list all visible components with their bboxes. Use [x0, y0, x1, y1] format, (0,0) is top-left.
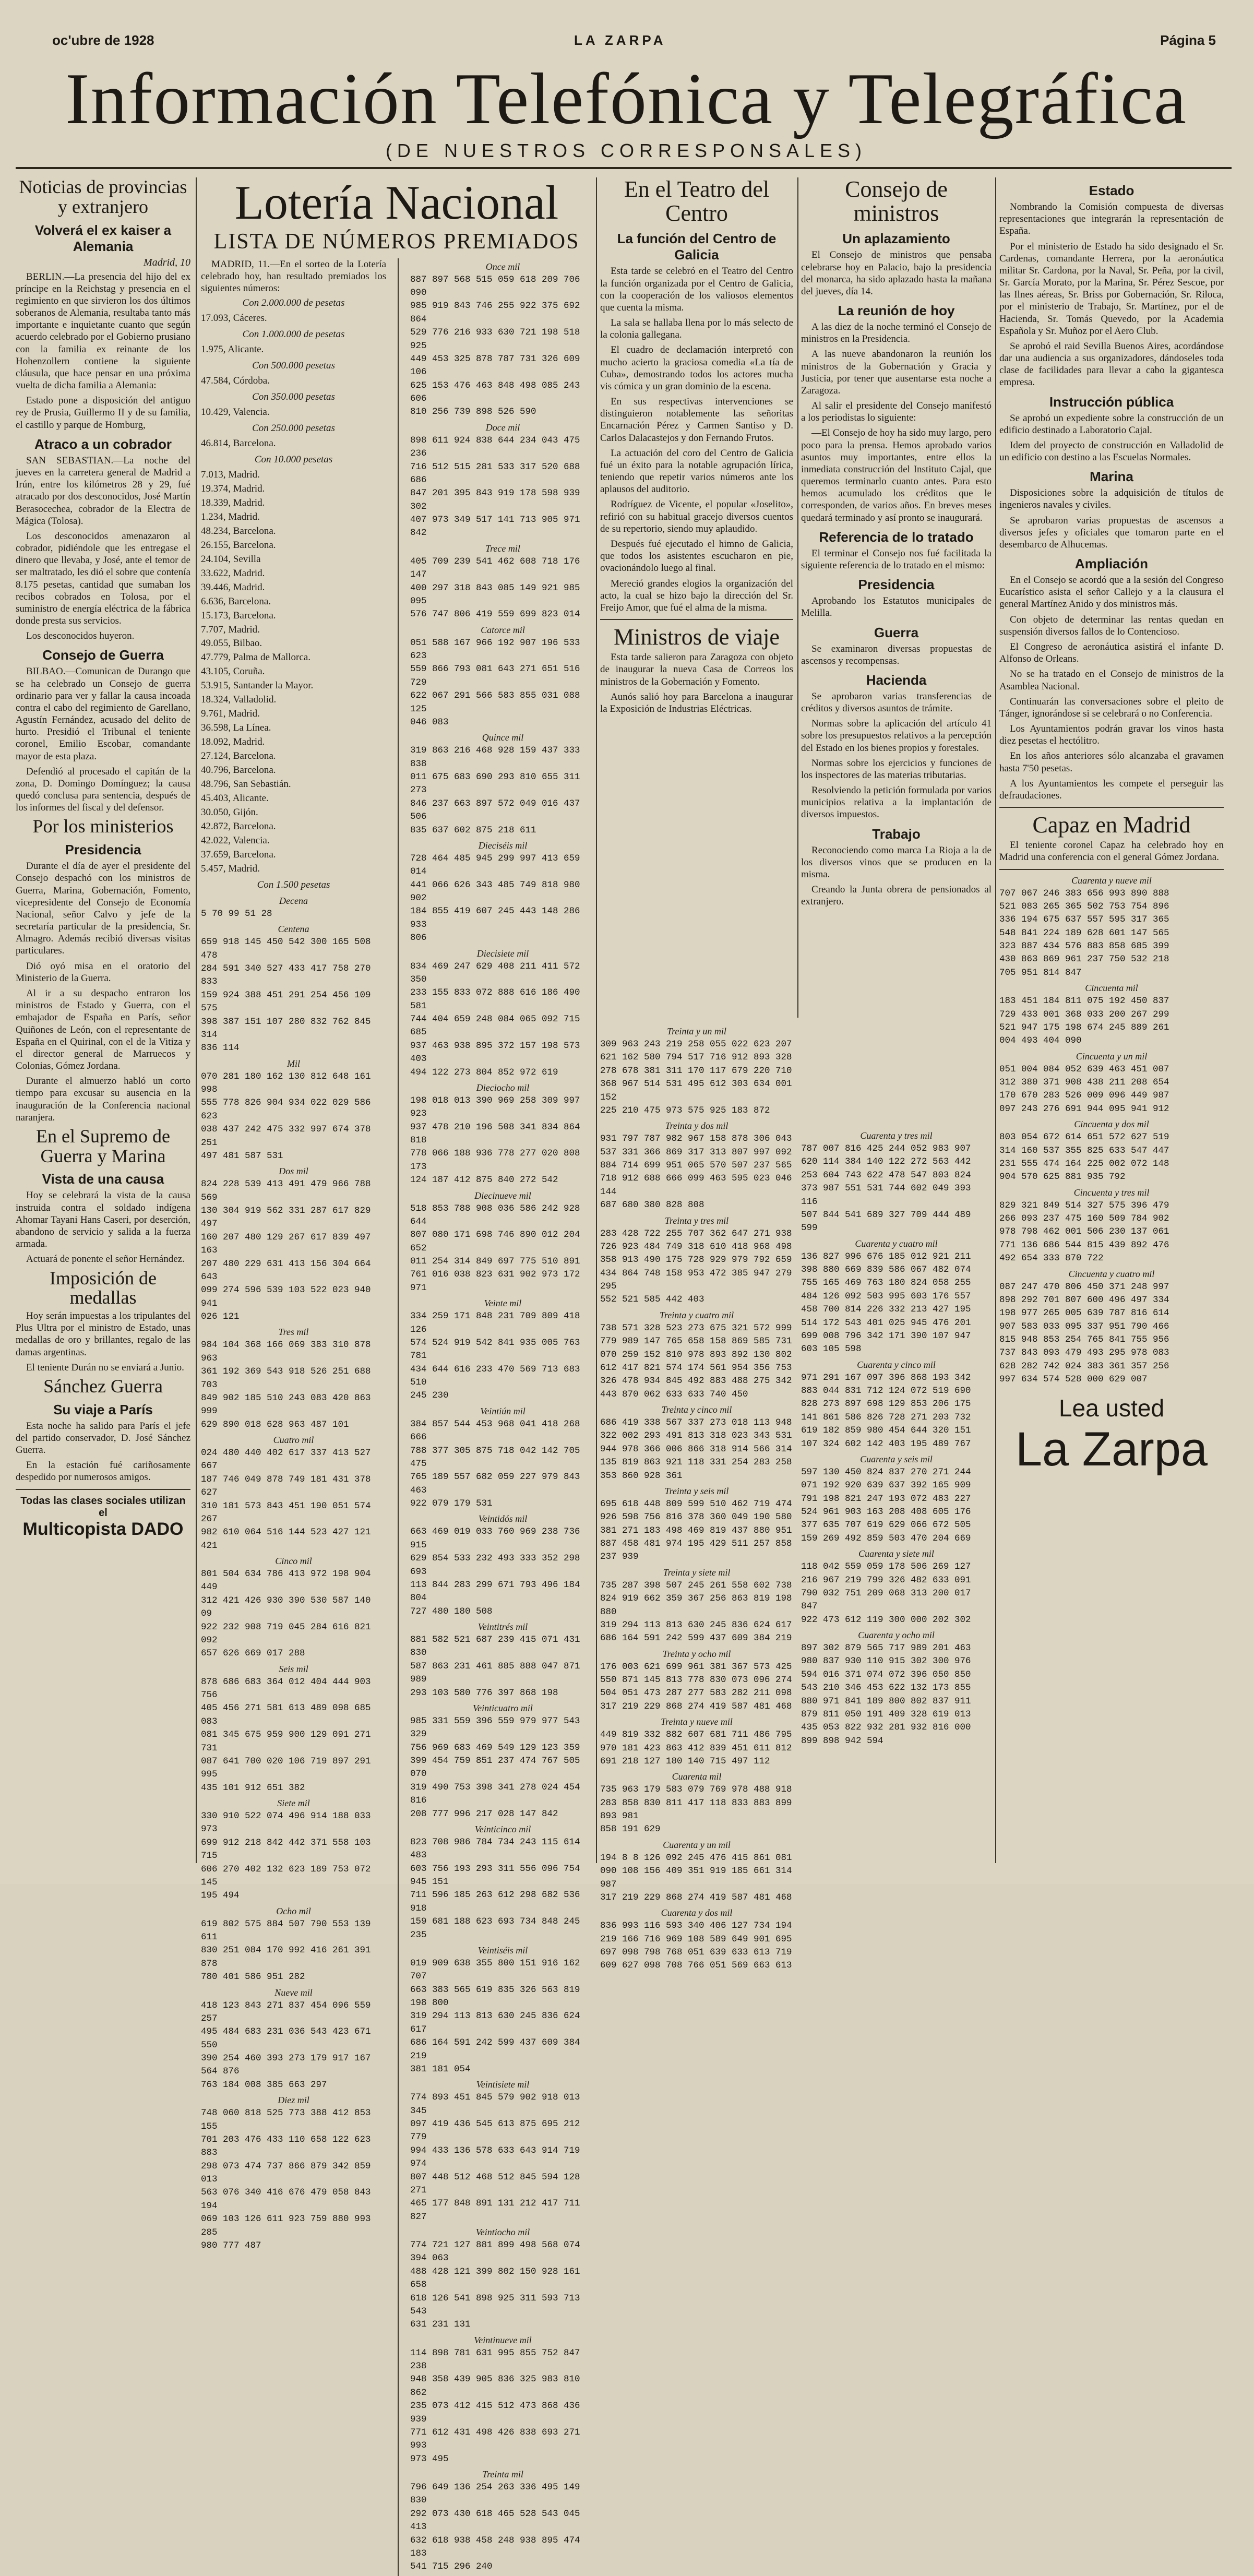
prize-winner: 47.584, Córdoba. [201, 375, 270, 387]
article-subheading: Presidencia [858, 577, 935, 593]
number-group-values: 024 480 440 402 617 337 413 527 667 187 746 049 878 749 181 431 378 627 310 181 573 843 451 190 051 574 267 982 610 064 516 144 523 427 121 421 [201, 1448, 371, 1551]
article-heading: En el Supremo de Guerra y Marina [36, 1125, 170, 1166]
number-group-title: Cuarenta y ocho mil [858, 1630, 935, 1640]
prize-amount: Con 250.000 pesetas [252, 422, 335, 434]
number-group-title: Treinta y nueve mil [661, 1716, 733, 1727]
paragraph: Resolviendo la petición formulada por varios municipios relativa a la implantación de diversos impuestos. [801, 785, 992, 820]
number-group-values: 283 428 722 255 707 362 647 271 938 726 923 484 749 318 610 418 968 498 358 913 490 175 728 929 979 792 659 434 864 748 158 953 472 385 947 279 295 552 521 585 442 403 [600, 1228, 792, 1305]
prize-winner: 43.105, Coruña. [201, 666, 265, 677]
paragraph: Se aprobaron varias transferencias de créditos y diversos asuntos de trámite. [801, 690, 992, 714]
number-group-title: Veinticuatro mil [473, 1702, 533, 1713]
number-groups-d [801, 1127, 992, 1868]
number-group-title: Trece mil [485, 543, 520, 554]
number-group-title: Cuarenta y nueve mil [1071, 875, 1152, 886]
number-group-title: Veintinueve mil [474, 2334, 532, 2345]
number-group-values: 449 819 332 882 607 681 711 486 795 970 181 423 863 412 839 451 611 812 691 218 127 180 140 715 497 112 [600, 1730, 792, 1767]
paragraph: En el Consejo se acordó que a la sesión del Congreso Eucarístico asista el señor Callejo y a la clausura el general Martínez Anido y dos ministros más. [999, 575, 1224, 610]
column-provinces [16, 177, 190, 1868]
prize-winner: 30.050, Gijón. [201, 807, 258, 818]
number-group-values: 405 709 239 541 462 608 718 176 147 400 297 318 843 085 149 921 985 095 576 747 806 419 559 699 823 014 [410, 556, 580, 620]
divider [16, 1489, 190, 1490]
prize-winner: 6.636, Barcelona. [201, 595, 271, 607]
lottery-subtitle: LISTA DE NÚMEROS PREMIADOS [213, 229, 580, 254]
paragraph: Aprobando los Estatutos municipales de Melilla. [801, 595, 992, 619]
section-subtitle: (DE NUESTROS CORRESPONSALES) [385, 140, 867, 161]
number-group-title: Seis mil [279, 1663, 308, 1674]
number-group-title: Ocho mil [276, 1905, 311, 1916]
number-group-values: 5 70 99 51 28 [201, 908, 272, 919]
prize-amount: Con 350.000 pesetas [252, 391, 335, 403]
paragraph: Disposiciones sobre la adquisición de títulos de ingenieros navales y civiles. [999, 487, 1224, 511]
number-groups-a [201, 896, 386, 2252]
number-group-title: Treinta y seis mil [664, 1485, 729, 1496]
column-rule [196, 177, 197, 1863]
paragraph: Defendió al procesado el capitán de la zona, D. Domingo Domínguez; la causa quedó conclusa para sentencia, después de los informes del fiscal y del defensor. [16, 766, 190, 814]
number-group-title: Cuarenta y cuatro mil [855, 1238, 938, 1249]
article-subheading: Vista de una causa [42, 1171, 164, 1187]
paragraph: SAN SEBASTIAN.—La noche del jueves en la carretera general de Madrid a Irún, entre los kilómetros 28 y 29, fué atracado por dos desconocidos, José Martín Berasocechea, cobrador de la Electra de Mágica (Tolosa). [16, 455, 190, 527]
prize-amount: Con 10.000 pesetas [254, 454, 333, 465]
number-group-values: 319 863 216 468 928 159 437 333 838 011 675 683 690 293 810 655 311 273 846 237 663 897 572 049 016 437 506 835 637 602 875 218 611 [410, 745, 580, 836]
paragraph: Al salir el presidente del Consejo manifestó a los periodistas lo siguiente: [801, 400, 992, 424]
paragraph: El cuadro de declamación interpretó con mucho acierto la graciosa comedia «La tía de Cuba», demostrando todos los actores mucha vis cómica y un gran dominio de la escena. [600, 344, 793, 392]
number-group-values: 695 618 448 809 599 510 462 719 474 926 598 756 816 378 360 049 190 580 381 271 183 498 469 819 437 880 951 887 458 481 974 195 429 511 257 858 237 939 [600, 1498, 792, 1563]
paragraph: No se ha tratado en el Consejo de ministros de la Asamblea Nacional. [999, 669, 1224, 692]
number-group-values: 971 291 167 097 396 868 193 342 883 044 831 712 124 072 519 690 828 273 897 698 129 853 206 175 141 861 586 826 728 271 203 732 619 182 859 980 454 644 320 151 107 324 602 142 403 195 489 767 [801, 1372, 971, 1449]
number-group-values: 931 797 787 982 967 158 878 306 043 537 331 366 869 317 313 807 997 092 884 714 699 951 065 570 507 237 565 718 912 688 666 099 463 595 023 046 144 687 680 380 828 808 [600, 1134, 792, 1211]
divider [999, 807, 1224, 808]
prize-block [201, 878, 386, 892]
paragraph: Actuará de ponente el señor Hernández. [26, 1254, 185, 1265]
number-groups-b [410, 258, 595, 2576]
number-group-title: Treinta mil [482, 2469, 523, 2480]
prize-winner: 48.796, San Sebastián. [201, 779, 291, 790]
number-group-values: 418 123 843 271 837 454 096 559 257 495 484 683 231 036 543 423 671 550 390 254 460 393 273 179 917 167 564 876 763 184 008 385 663 297 [201, 2000, 371, 2090]
article-heading: Por los ministerios [32, 816, 174, 837]
number-group-values: 748 060 818 525 773 388 412 853 155 701 203 476 433 110 658 122 623 883 298 073 474 737 866 879 342 859 013 563 076 340 416 676 479 058 843 194 069 103 126 611 923 759 880 993 285 980 777 487 [201, 2108, 371, 2251]
number-group-title: Treinta y tres mil [664, 1215, 729, 1226]
lottery-left-column [201, 258, 386, 2576]
number-group-title: Cuarenta y siete mil [858, 1548, 934, 1559]
paragraph: El terminar el Consejo nos fué facilitada la siguiente referencia de lo tratado en el mismo: [801, 547, 992, 571]
section-title: Información Telefónica y Telegráfica [65, 58, 1188, 139]
article-subheading: Presidencia [65, 842, 141, 858]
number-group-title: Tres mil [278, 1327, 309, 1338]
column-rule [797, 177, 798, 1018]
number-group-title: Treinta y cinco mil [661, 1404, 732, 1415]
number-group-values: 198 018 013 390 969 258 309 997 923 937 478 210 196 508 341 834 864 818 778 066 188 936 778 277 020 808 173 124 187 412 875 840 272 542 [410, 1095, 580, 1186]
number-group-title: Treinta y cuatro mil [659, 1309, 734, 1320]
advertisement-brand: Multicopista DADO [22, 1519, 184, 1539]
advertisement-text: Lea usted [1058, 1394, 1165, 1422]
number-group-title: Diez mil [278, 2095, 309, 2106]
number-groups-e [999, 875, 1224, 1387]
prize-winner: 39.446, Madrid. [201, 581, 265, 593]
paragraph: El teniente Durán no se enviará a Junio. [26, 1362, 184, 1373]
prize-winner: 10.429, Valencia. [201, 406, 270, 418]
article-subheading: Instrucción pública [1049, 393, 1174, 410]
paragraph: Idem del proyecto de construcción en Valladolid de un edificio con destino a las Escuelas Normales. [999, 439, 1224, 463]
number-group-values: 183 451 184 811 075 192 450 837 729 433 001 368 033 200 267 299 521 947 175 198 674 245 889 261 004 493 404 090 [999, 996, 1169, 1046]
number-group-title: Cincuenta y cuatro mil [1068, 1268, 1155, 1279]
number-group-values: 735 963 179 583 079 769 978 488 918 283 858 830 811 417 118 833 883 899 893 981 858 191 629 [600, 1784, 792, 1835]
number-group-title: Centena [278, 924, 309, 935]
column-rule [596, 177, 597, 1863]
prize-winner: 15.173, Barcelona. [201, 610, 276, 621]
number-group-values: 836 993 116 593 340 406 127 734 194 219 166 716 969 108 589 649 901 695 697 098 798 768 051 639 633 613 719 609 627 098 708 766 051 569 663 613 [600, 1921, 792, 1971]
number-group-title: Cincuenta y un mil [1076, 1051, 1148, 1062]
paragraph: Los Ayuntamientos podrán gravar los vinos hasta diez pesetas el hectólitro. [999, 723, 1224, 747]
advertisement-brand: La Zarpa [1015, 1422, 1208, 1476]
paragraph: Los desconocidos amenazaron al cobrador, pidiéndole que les entregase el dinero que llevaba, y José, ante el temor de ser maltratado, les dió el sobre que contenía 8.175 pesetas, cantidad que sumaban los recibos cobrados en Tolosa, por el suministro de energía eléctrica de la fábrica donde presta sus servicios. [16, 530, 190, 627]
number-group-title: Cuarenta y dos mil [661, 1907, 733, 1918]
paragraph: Nombrando la Comisión compuesta de diversas representaciones que integrarán la representación de España. [999, 201, 1224, 237]
prize-winner: 18.339, Madrid. [201, 497, 265, 508]
number-group-title: Mil [287, 1058, 300, 1069]
column-ministries [999, 177, 1224, 1868]
paragraph: Esta noche ha salido para París el jefe del partido conservador, D. José Sánchez Guerra. [16, 1420, 190, 1456]
prize-winner: 53.915, Santander la Mayor. [201, 680, 314, 691]
number-group-title: Treinta y un mil [667, 1026, 726, 1036]
prize-winner: 36.598, La Línea. [201, 722, 271, 734]
paragraph: Al ir a su despacho entraron los ministros de Estado y Guerra, con el embajador de España en París, señor Quiñones de León, con el representante de España en el Quirinal, con el de la Vitiza y el director general de Marruecos y Colonias, Gómez Jordana. [16, 987, 190, 1072]
number-group-title: Doce mil [485, 422, 520, 433]
prize-amount: Con 2.000.000 de pesetas [242, 297, 345, 309]
prize-block [201, 359, 386, 388]
paragraph: Reconociendo como marca La Rioja a la de los diversos vinos que se producen en la misma. [801, 844, 992, 880]
prize-block [201, 422, 386, 451]
article-heading: Consejo de Guerra [42, 647, 164, 663]
number-group-values: 878 686 683 364 012 404 444 903 756 405 456 271 581 613 489 098 685 083 081 345 675 959 900 129 091 271 731 087 641 700 020 106 719 897 291 995 435 101 912 651 382 [201, 1676, 371, 1793]
paragraph: Normas sobre la aplicación del artículo 41 sobre los presupuestos relativos a la percepción del Estado en los bienes propios y forestales. [801, 718, 992, 754]
number-group-title: Once mil [485, 261, 520, 272]
prize-winner: 1.975, Alicante. [201, 344, 264, 355]
article-subheading: La función del Centro de Galicia [617, 231, 777, 263]
header-paper-name: LA ZARPA [574, 32, 666, 48]
number-group-title: Veintitrés mil [477, 1621, 528, 1632]
prize-winner: 17.093, Cáceres. [201, 313, 267, 324]
page-header [31, 32, 1226, 53]
prize-winner: 27.124, Barcelona. [201, 750, 276, 762]
prize-winner: 42.872, Barcelona. [201, 821, 276, 832]
paragraph: Se examinaron diversas propuestas de ascensos y recompensas. [801, 643, 992, 666]
paragraph: Creando la Junta obrera de pensionados al extranjero. [801, 884, 992, 908]
prize-winner: 26.155, Barcelona. [201, 539, 276, 551]
prize-winner: 37.659, Barcelona. [201, 849, 276, 861]
paragraph: En la estación fué cariñosamente despedido por numerosos amigos. [16, 1460, 190, 1483]
column-rule [398, 258, 399, 2576]
number-group-values: 834 469 247 629 408 211 411 572 350 233 155 833 072 888 616 186 490 581 744 404 659 248 084 065 092 715 685 937 463 938 895 372 157 198 573 403 494 122 273 804 852 972 619 [410, 961, 580, 1078]
number-group-title: Decena [279, 895, 308, 906]
number-group-title: Cuarenta y cinco mil [857, 1359, 936, 1370]
prize-winner: 5.457, Madrid. [201, 863, 260, 874]
number-group-title: Veintiocho mil [475, 2227, 530, 2238]
number-group-title: Veinte mil [484, 1298, 522, 1309]
article-subheading: Referencia de lo tratado [819, 529, 974, 545]
advertisement [999, 1394, 1224, 1477]
number-group-title: Veintiséis mil [477, 1945, 528, 1955]
article-subheading: Un aplazamiento [842, 231, 950, 247]
prize-winner: 46.814, Barcelona. [201, 437, 276, 449]
prize-winner: 18.092, Madrid. [201, 736, 265, 748]
prize-winner: 40.796, Barcelona. [201, 765, 276, 776]
number-group-title: Cuarenta y un mil [663, 1839, 731, 1850]
prize-winner: 7.013, Madrid. [201, 469, 260, 480]
prize-amount: Con 1.500 pesetas [257, 879, 330, 890]
paragraph: Por el ministerio de Estado ha sido designado el Sr. Cardenas, comandante Herrera, por la aeronáutica militar Sr. Cardona, por la Naval, Sr. Peña, por la civil, Sr. García Morato, por la Marina, Sr. Pérez Sescoe, por las Ilnes aéreas, Sr. Briss por Gobernación, Sr. Riloca, por el ministerio de Trabajo, Sr. Martínez, por el de Hacienda, Sr. Tomás Quevedo, por la Academia Española y Sr. Muñoz por el Aero Club. [999, 241, 1224, 337]
prize-winner: 47.779, Palma de Mallorca. [201, 652, 311, 663]
number-group-values: 518 853 788 908 036 586 242 928 644 807 080 171 698 746 890 012 204 652 011 254 314 849 697 775 510 891 761 016 038 823 631 902 973 172 971 [410, 1203, 580, 1293]
number-group-values: 735 287 398 507 245 261 558 602 738 824 919 662 359 367 256 863 819 198 880 319 294 113 813 630 245 836 624 617 686 164 591 242 599 437 609 384 219 [600, 1580, 792, 1644]
number-group-title: Veintidós mil [478, 1513, 528, 1524]
number-group-values: 136 827 996 676 185 012 921 211 398 880 669 839 586 067 482 074 755 165 469 763 180 824 058 255 484 126 092 503 995 603 176 557 458 700 814 226 332 213 427 195 514 172 543 401 025 945 476 201 699 008 796 342 171 390 107 947 603 105 598 [801, 1251, 971, 1355]
number-group-values: 796 649 136 254 263 336 495 149 830 292 073 430 618 465 528 543 045 413 632 618 938 458 248 938 895 474 183 541 715 296 240 [410, 2482, 580, 2572]
number-group-title: Catorce mil [481, 624, 525, 635]
number-group-values: 774 893 451 845 579 902 918 013 345 097 419 436 545 613 875 695 212 779 994 433 136 578 633 643 914 719 974 807 448 512 468 512 845 594 128 271 465 177 848 891 131 212 417 711 827 [410, 2092, 580, 2222]
prize-winner: 9.761, Madrid. [201, 708, 260, 720]
number-group-title: Dieciocho mil [476, 1082, 530, 1093]
number-group-title: Cinco mil [275, 1556, 312, 1567]
number-group-values: 051 588 167 966 192 907 196 533 623 559 866 793 081 643 271 651 516 729 622 067 291 566 583 855 031 088 125 046 083 [410, 637, 580, 728]
number-group-values: 663 469 019 033 760 969 238 736 915 629 854 533 232 493 333 352 298 693 113 844 283 299 671 793 496 184 804 727 480 180 508 [410, 1526, 580, 1617]
paragraph: En sus respectivas intervenciones se distinguieron notablemente las señoritas Encarnación Pérez y Carmen Santiso y D. Carlos Dalacastejos y don Fernando Frutos. [600, 396, 793, 444]
article-subheading: Su viaje a París [53, 1401, 153, 1417]
number-group-values: 118 042 559 059 178 506 269 127 216 967 219 799 326 482 633 091 790 032 751 209 068 313 200 017 847 922 473 612 119 300 000 202 302 [801, 1561, 971, 1625]
divider [999, 869, 1224, 870]
prize-winner: 18.324, Valladolid. [201, 694, 277, 706]
prize-winner: 24.104, Sevilla [201, 553, 261, 565]
paragraph: Durante el día de ayer el presidente del Consejo despachó con los ministros de Guerra, Marina, Gobernación, Fomento, vicepresidente del Consejo de Economía Nacional, señor Calvo y jefe de la secretaría particular de la presidencia, Sr. Almagro. Además recibió diversas visitas particulares. [16, 861, 190, 957]
number-group-title: Veintisiete mil [476, 2079, 530, 2090]
article-subheading: Estado [1089, 183, 1134, 198]
paragraph: El Consejo de ministros que pensaba celebrarse hoy en Palacio, bajo la presidencia del monarca, ha sido aplazado hasta la mañana del jueves, día 14. [801, 249, 992, 297]
prize-winner: 45.403, Alicante. [201, 793, 269, 804]
article-heading: En el Teatro del Centro [624, 176, 770, 226]
prize-list [201, 296, 386, 892]
number-group-values: 897 302 879 565 717 989 201 463 980 837 930 110 915 302 300 976 594 016 371 074 072 396 050 850 543 210 346 453 622 132 173 855 880 971 841 189 800 802 837 911 879 811 050 191 409 328 619 013 435 053 822 932 281 932 816 000 899 898 942 594 [801, 1643, 971, 1746]
article-heading: Imposición de medallas [50, 1267, 157, 1308]
prize-winner: 33.622, Madrid. [201, 567, 265, 579]
number-group-values: 728 464 485 945 299 997 413 659 014 441 066 626 343 485 749 818 980 902 184 855 419 607 245 443 148 286 933 806 [410, 853, 580, 944]
paragraph: En los años anteriores sólo alcanzaba el gravamen hasta 7'50 pesetas. [999, 750, 1224, 774]
paragraph: El Congreso de aeronáutica asistirá el infante D. Alfonso de Orleans. [999, 641, 1224, 665]
number-group-values: 824 228 539 413 491 479 966 788 569 130 304 919 562 331 287 617 829 497 160 207 480 129 267 617 839 497 163 207 480 229 631 413 156 304 664 643 099 274 596 539 103 522 023 940 941 026 121 [201, 1179, 371, 1322]
number-group-values: 176 003 621 699 961 381 367 573 425 550 871 145 813 778 830 073 096 274 504 051 473 287 277 583 282 211 098 317 219 229 868 274 419 587 481 468 [600, 1661, 792, 1712]
number-group-values: 686 419 338 567 337 273 018 113 948 322 002 293 491 813 318 023 343 531 944 978 366 006 866 318 914 566 314 135 819 863 921 118 331 254 283 258 353 860 928 361 [600, 1417, 792, 1481]
header-page-number: Página 5 [1160, 32, 1216, 48]
paragraph: BERLIN.—La presencia del hijo del ex príncipe en la Reichstag y presencia en el regimiento en que sirvieron los dos últimos soberanos de Alemania, resultaba tanto más importante e inquietante cuanto que según acuerdo celebrado por el Gobierno prusiano con la familia ex reinante de los Hohenzollern contiene la siguiente cláusula, que hace pensar en una próxima vuelta de dicha familia a Alemania: [16, 271, 190, 391]
number-group-values: 330 910 522 074 496 914 188 033 973 699 912 218 842 442 371 558 103 715 606 270 402 132 623 189 753 072 145 195 494 [201, 1811, 371, 1901]
number-group-values: 070 281 180 162 130 812 648 161 998 555 778 826 904 934 022 029 586 623 038 437 242 475 332 997 674 378 251 497 481 587 531 [201, 1071, 371, 1161]
number-group-title: Treinta y dos mil [665, 1120, 728, 1131]
article-subheading: Guerra [874, 624, 919, 640]
number-group-title: Diecisiete mil [476, 948, 529, 959]
prize-block [201, 453, 386, 876]
number-group-title: Nueve mil [274, 1987, 313, 1998]
number-group-values: 829 321 849 514 327 575 396 479 266 093 237 475 160 509 784 902 978 798 462 001 506 230 137 061 771 136 686 544 815 439 892 476 492 654 333 870 722 [999, 1200, 1169, 1264]
number-group-values: 334 259 171 848 231 709 809 418 126 574 524 919 542 841 935 005 763 781 434 644 616 233 470 569 713 683 510 245 230 [410, 1311, 580, 1401]
number-group-title: Cuarenta y tres mil [860, 1130, 933, 1141]
divider [600, 619, 793, 620]
paragraph: Hoy serán impuestas a los tripulantes del Plus Ultra por el ministro de Estado, unas medallas de oro y brillantes, regalo de las damas argentinas. [16, 1310, 190, 1358]
number-group-title: Dos mil [279, 1166, 308, 1177]
prize-block [201, 296, 386, 326]
paragraph: La sala se hallaba llena por lo más selecto de la colonia gallegana. [600, 317, 793, 341]
paragraph: Continuarán las conversaciones sobre el pleito de Tánger, ignorándose si se celebrará o no Conferencia. [999, 696, 1224, 719]
paragraph: Hoy se celebrará la vista de la causa instruida contra el soldado indígena Ahomar Tayani Hans Caseri, por deserción, abandono de servicio y salida a la fuerza armada. [16, 1190, 190, 1250]
number-group-values: 823 708 986 784 734 243 115 614 483 603 756 193 293 311 556 096 754 945 151 711 596 185 263 612 298 682 536 918 159 681 188 623 693 734 848 245 235 [410, 1836, 580, 1940]
number-group-title: Dieciséis mil [478, 840, 528, 851]
number-group-title: Cuarenta y seis mil [860, 1453, 933, 1464]
number-group-values: 194 8 8 126 092 245 476 415 861 081 090 108 156 409 351 919 185 661 314 987 317 219 229 868 274 419 587 481 468 [600, 1852, 792, 1903]
article-subheading: La reunión de hoy [838, 303, 955, 319]
number-group-title: Cincuenta y dos mil [1074, 1119, 1149, 1130]
prize-block [201, 328, 386, 357]
article-subheading: Hacienda [866, 672, 927, 688]
number-group-title: Cuarenta mil [672, 1771, 722, 1782]
article-subheading: Trabajo [872, 826, 921, 842]
paragraph: Los desconocidos huyeron. [26, 630, 135, 642]
number-group-values: 597 130 450 824 837 270 271 244 071 192 920 639 637 392 165 909 791 198 821 247 193 072 483 227 524 961 903 163 208 408 605 176 377 635 707 619 629 066 672 505 159 269 492 859 503 470 204 669 [801, 1466, 971, 1544]
number-group-title: Veintiún mil [480, 1405, 526, 1416]
paragraph: Estado pone a disposición del antiguo rey de Prusia, Guillermo II y de su familia, el castillo y parque de Homburg, [16, 395, 190, 431]
number-group-values: 881 582 521 687 239 415 071 431 830 587 863 231 461 885 888 047 871 989 293 103 580 776 397 868 198 [410, 1635, 580, 1698]
number-group-title: Quince mil [482, 732, 524, 743]
number-group-title: Treinta y ocho mil [662, 1648, 731, 1659]
paragraph: Esta tarde se celebró en el Teatro del Centro la función organizada por el Centro de Galicia, con la cooperación de los valiosos elementos que cuenta la misma. [600, 266, 793, 313]
number-group-values: 619 802 575 884 507 790 553 139 611 830 251 084 170 992 416 261 391 878 780 401 586 951 282 [201, 1918, 371, 1983]
article-heading: Sánchez Guerra [43, 1375, 163, 1397]
number-group-title: Siete mil [277, 1798, 310, 1809]
number-group-values: 019 909 638 355 800 151 916 162 707 663 383 565 619 835 326 563 819 198 800 319 294 113 813 630 245 836 624 617 686 164 591 242 599 437 609 384 219 381 181 054 [410, 1958, 580, 2074]
paragraph: Después fué ejecutado el himno de Galicia, que todos los asistentes escucharon en pie, ovacionándolo luego al final. [600, 538, 793, 574]
number-group-title: Cincuenta mil [1085, 983, 1138, 994]
number-group-values: 309 963 243 219 258 055 022 623 207 621 162 580 794 517 716 912 893 328 278 678 381 311 170 117 679 220 710 368 967 514 531 495 612 303 634 001 152 225 210 475 973 575 925 183 872 [600, 1039, 792, 1116]
paragraph: Durante el almuerzo habló un corto tiempo para excusar su ausencia en la inauguración de la Conferencia nacional naranjera. [16, 1076, 190, 1123]
header-date: oc'ubre de 1928 [52, 32, 154, 48]
prize-block [201, 390, 386, 420]
number-group-values: 898 611 924 838 644 234 043 475 236 716 512 515 281 533 317 520 688 686 847 201 395 843 919 178 598 939 302 407 973 349 517 141 713 905 971 842 [410, 435, 580, 539]
paragraph: La actuación del coro del Centro de Galicia fué un éxito para la notable agrupación lírica, teniendo que repetir varios números ante los aplausos del auditorio. [600, 447, 793, 495]
header-rule [16, 167, 1232, 169]
lottery-intro: MADRID, 11.—En el sorteo de la Lotería celebrado hoy, han resultado premiados los siguientes números: [201, 258, 386, 294]
column-theatre [600, 177, 793, 1018]
number-group-values: 803 054 672 614 651 572 627 519 314 160 537 355 825 633 547 447 231 555 474 164 225 002 072 148 904 570 625 881 935 792 [999, 1132, 1169, 1183]
number-group-values: 787 007 816 425 244 052 983 907 620 114 384 140 122 272 563 442 253 604 743 622 478 547 803 824 373 987 551 531 744 602 049 393 116 507 844 541 689 327 709 444 489 599 [801, 1143, 971, 1234]
number-group-title: Cincuenta y tres mil [1073, 1187, 1150, 1198]
prize-amount: Con 500.000 pesetas [252, 360, 335, 372]
number-group-values: 659 918 145 450 542 300 165 508 478 284 591 340 527 433 417 758 270 833 159 924 388 451 291 254 456 109 575 398 387 151 107 280 832 762 845 314 836 114 [201, 937, 371, 1054]
number-group-values: 114 898 781 631 995 855 752 847 238 948 358 439 905 836 325 983 810 862 235 073 412 415 512 473 868 436 939 771 612 431 498 426 838 693 271 993 973 495 [410, 2347, 580, 2464]
article-heading: Capaz en Madrid [1032, 812, 1191, 838]
paragraph: Esta tarde salieron para Zaragoza con objeto de inaugurar la nueva Casa de Correos los ministros de la Gobernación y Fomento. [600, 652, 793, 687]
paragraph: Se aprobó el raid Sevilla Buenos Aires, acordándose dar una audiencia a sus organizadores, dándoseles toda clase de facilidades para llevar a cabo la gigantesca empresa. [999, 340, 1224, 388]
paragraph: A las diez de la noche terminó el Consejo de ministros en la Presidencia. [801, 321, 992, 345]
prize-winner: 1.234, Madrid. [201, 511, 260, 522]
article-heading: Noticias de provincias y extranjero [19, 176, 187, 217]
number-group-title: Cuatro mil [273, 1435, 314, 1446]
paragraph: Mereció grandes elogios la organización del acto, la cual se hizo bajo la dirección del Sr. Freijo Amor, que fué el alma de la misma. [600, 578, 793, 613]
paragraph: Con objeto de determinar las rentas quedan en suspensión diversos fallos de lo Contencioso. [999, 614, 1224, 637]
prize-winner: 48.234, Barcelona. [201, 525, 276, 536]
article-heading: Consejo de ministros [845, 176, 948, 226]
paragraph: Dió oyó misa en el oratorio del Ministerio de la Guerra. [16, 960, 190, 984]
lottery-title: Lotería Nacional [234, 176, 559, 229]
column-lottery [201, 176, 592, 2572]
number-group-values: 887 897 568 515 059 618 209 706 090 985 919 843 746 255 922 375 692 864 529 776 216 933 630 721 198 518 925 449 453 325 878 787 731 326 609 106 625 153 476 463 848 498 085 243 606 810 256 739 898 526 590 [410, 274, 580, 418]
paragraph: A los Ayuntamientos les compete el perseguir las defraudaciones. [999, 778, 1224, 801]
prize-amount: Con 1.000.000 de pesetas [242, 329, 345, 340]
paragraph: El teniente coronel Capaz ha celebrado hoy en Madrid una conferencia con el general Gómez Jordana. [999, 840, 1224, 863]
number-group-values: 738 571 328 523 273 675 321 572 999 779 989 147 765 658 158 869 585 731 070 259 152 810 978 893 892 130 802 612 417 821 574 174 561 954 356 753 326 478 934 845 492 883 488 275 342 443 870 062 633 633 740 450 [600, 1322, 792, 1400]
paragraph: —El Consejo de hoy ha sido muy largo, pero poco para la prensa. Hemos aprobado varios asuntos muy importantes, entre ellos la inmediata construcción del Instituto Cajal, que queremos terminarlo cuanto antes. Para esto hemos acumulado los créditos que le corresponden, de varios años. En breves meses quedará terminado y así pronto se inaugurará. [801, 427, 992, 523]
prize-winner: 49.055, Bilbao. [201, 638, 262, 649]
prize-winner: 42.022, Valencia. [201, 835, 270, 846]
number-group-values: 707 067 246 383 656 993 890 888 521 083 265 365 502 753 754 896 336 194 675 637 557 595 317 365 548 841 224 189 628 601 147 565 323 887 434 576 883 858 685 399 430 863 869 961 237 750 532 218 705 951 814 847 [999, 888, 1169, 978]
dateline: Madrid, 10 [144, 256, 190, 268]
paragraph: A las nueve abandonaron la reunión los ministros de la Gobernación y Gracia y Justicia, por tener que ausentarse esta noche a Zaragoza. [801, 349, 992, 396]
prize-winner: 19.374, Madrid. [201, 483, 265, 494]
number-group-values: 051 004 084 052 639 463 451 007 312 380 371 908 438 211 208 654 170 670 283 526 009 096 449 987 097 243 276 691 944 095 941 912 [999, 1064, 1169, 1114]
number-group-title: Diecinueve mil [474, 1190, 531, 1201]
paragraph: Se aprobó un expediente sobre la construcción de un edificio destinado a Laboratorio Cajal. [999, 412, 1224, 436]
paragraph: Rodríguez de Vicente, el popular «Joselito», refirió con su habitual gracejo diversos cuentos de su repertorio, siendo muy aplaudido. [600, 499, 793, 534]
number-group-title: Veinticinco mil [474, 1823, 531, 1834]
number-group-values: 985 331 559 396 559 979 977 543 329 756 969 683 469 549 129 123 359 399 454 759 851 237 474 767 505 070 319 490 753 398 341 278 024 454 816 208 777 996 217 028 147 842 [410, 1715, 580, 1819]
article-subheading: Marina [1090, 469, 1133, 485]
article-heading: Ministros de viaje [614, 624, 780, 650]
advertisement-text: Todas las clases sociales utilizan el [20, 1495, 186, 1519]
number-group-values: 087 247 470 806 450 371 248 997 898 292 701 807 600 496 497 334 198 977 265 005 639 787 816 614 907 583 033 095 337 951 790 466 815 948 853 254 765 841 755 956 737 843 093 479 493 295 978 083 628 282 742 024 383 361 357 256 997 634 574 528 000 629 007 [999, 1281, 1169, 1385]
column-rule [995, 177, 996, 1863]
number-group-title: Treinta y siete mil [663, 1567, 731, 1578]
paragraph: Se aprobaron varias propuestas de ascensos a diversos jefes y oficiales que tomaron parte en el desembarco de Alhucemas. [999, 515, 1224, 550]
article-heading: Volverá el ex kaiser a Alemania [34, 222, 172, 254]
prize-winner: 7.707, Madrid. [201, 624, 260, 635]
column-council [801, 177, 992, 1018]
article-heading: Atraco a un cobrador [34, 436, 172, 452]
article-subheading: Ampliación [1074, 556, 1149, 572]
paragraph: Aunós salió hoy para Barcelona a inaugurar la Exposición de Industrias Eléctricas. [600, 691, 793, 714]
number-group-values: 984 104 368 166 069 383 310 878 963 361 192 369 543 918 526 251 688 703 849 902 185 510 243 083 420 863 999 629 890 018 628 963 487 101 [201, 1340, 371, 1430]
paragraph: BILBAO.—Comunican de Durango que se ha celebrado un Consejo de guerra ordinario para ver y fallar la causa incoada contra el cabo del regimiento de Garellano, Agustín Fernández, acusado del delito de hurto. Presidió el Tribunal el teniente coronel, Emilio Escobar, comandante mayor de esta plaza. [16, 666, 190, 762]
number-group-values: 801 504 634 786 413 972 198 904 449 312 421 426 930 390 530 587 140 09 922 232 908 719 045 284 616 821 092 657 626 669 017 288 [201, 1569, 371, 1659]
paragraph: Normas sobre los ejercicios y funciones de los inspectores de las materias tributarias. [801, 757, 992, 781]
number-groups-c [600, 1023, 793, 1971]
number-group-values: 384 857 544 453 968 041 418 268 666 788 377 305 875 718 042 142 705 475 765 189 557 682 059 227 979 843 463 922 079 179 531 [410, 1418, 580, 1509]
number-group-values: 774 721 127 881 899 498 568 074 394 063 488 428 121 399 802 150 928 161 658 618 126 541 898 925 311 593 713 543 631 231 131 [410, 2240, 580, 2330]
